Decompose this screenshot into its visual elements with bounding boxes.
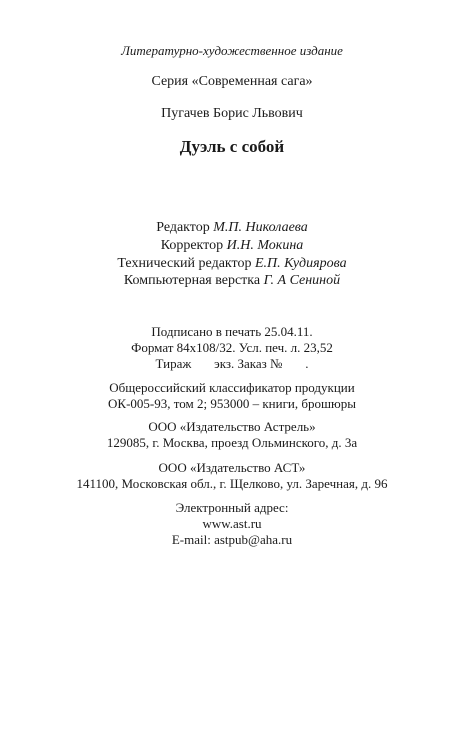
credit-tech-editor — [0, 256, 464, 271]
classifier-line-1: Общероссийский классификатор продукции — [109, 380, 355, 395]
credit-name: И.Н. Мокина — [226, 238, 304, 253]
credit-role: Корректор — [160, 238, 227, 253]
credit-layout — [0, 273, 464, 288]
credit-name: Г. А Сениной — [263, 273, 341, 288]
publisher-ast-name: ООО «Издательство АСТ» — [158, 460, 306, 475]
email-label: Электронный адрес: — [175, 500, 289, 515]
author-name: Пугачев Борис Львович — [161, 106, 303, 121]
format-line: Формат 84x108/32. Усл. печ. л. 23,52 — [131, 340, 333, 355]
credit-editor — [0, 220, 464, 235]
circulation-line: Тираж экз. Заказ № . — [155, 356, 309, 371]
signed-date: Подписано в печать 25.04.11. — [151, 324, 313, 339]
series-line: Серия «Современная сага» — [151, 74, 313, 89]
credit-role: Технический редактор — [117, 256, 255, 271]
website: www.ast.ru — [202, 516, 262, 531]
book-title: Дуэль с собой — [179, 137, 285, 156]
publisher-ast-address: 141100, Московская обл., г. Щелково, ул. Заречная, д. 96 — [76, 476, 388, 491]
publisher-astrel-address: 129085, г. Москва, проезд Ольминского, д. 3а — [106, 435, 358, 450]
email-address: E-mail: astpub@aha.ru — [171, 532, 293, 547]
credit-role: Компьютерная верстка — [123, 273, 264, 288]
credit-proofreader — [0, 238, 464, 253]
edition-type: Литературно-художественное издание — [121, 43, 343, 58]
classifier-line-2: ОК-005-93, том 2; 953000 – книги, брошюры — [108, 396, 356, 411]
credit-name: Е.П. Кудиярова — [254, 256, 347, 271]
credit-name: М.П. Николаева — [213, 220, 308, 235]
credit-role: Редактор — [156, 220, 214, 235]
publisher-astrel-name: ООО «Издательство Астрель» — [148, 419, 316, 434]
